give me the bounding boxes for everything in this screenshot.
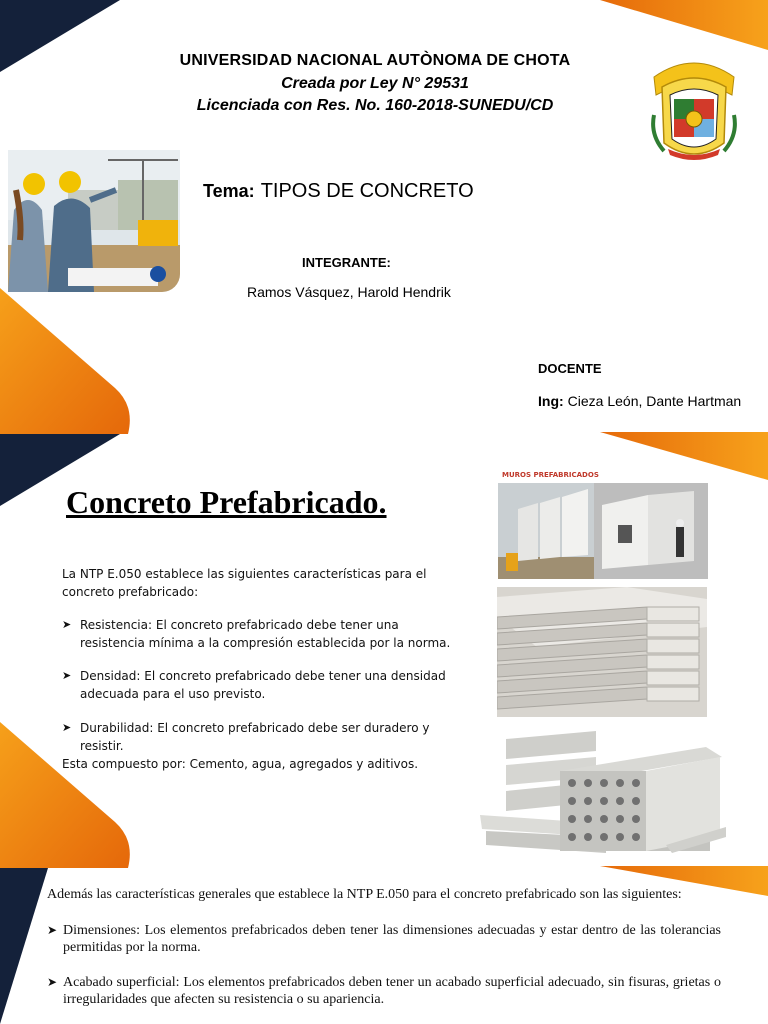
teacher-prefix: Ing:: [538, 393, 564, 409]
list-item: [62, 616, 462, 652]
university-name: UNIVERSIDAD NACIONAL AUTÒNOMA DE CHOTA: [179, 52, 571, 69]
teacher-line: [538, 393, 741, 409]
member-heading: INTEGRANTE:: [302, 255, 391, 270]
left-navy-shape-3: [0, 868, 50, 1024]
bullet-text: Acabado superficial: Los elementos prefabricados deben tener un acabado superficial adecuado, sin fisuras, grietas o irregularidades que afecten su resistencia o su apariencia.: [63, 975, 721, 1007]
bullet-arrow-icon: ➤: [62, 721, 72, 734]
precast-intro: La NTP E.050 establece las siguientes características para el concreto prefabricado:: [62, 567, 427, 599]
composition-text: Esta compuesto por: Cemento, agua, agregados y aditivos.: [62, 757, 419, 771]
bullet-arrow-icon: ➤: [47, 923, 58, 937]
top-left-navy-shape: [0, 0, 130, 80]
general-intro: Además las características generales que establece la NTP E.050 para el concreto prefabricado son las siguientes:: [47, 887, 682, 902]
list-item: [62, 667, 462, 703]
list-item: [62, 719, 462, 755]
hollow-core-slabs-photo: [497, 587, 707, 717]
bullet-arrow-icon: ➤: [62, 618, 72, 631]
topic-label: Tema:: [203, 181, 255, 201]
list-item: [47, 922, 721, 956]
teacher-name: Cieza León, Dante Hartman: [567, 393, 742, 409]
top-right-orange-shape: [600, 0, 768, 60]
left-orange-shape-1: [0, 288, 135, 434]
university-seal-icon: [648, 55, 740, 161]
photo-caption: MUROS PREFABRICADOS: [502, 471, 599, 479]
bullet-text: Densidad: El concreto prefabricado debe tener una densidad adecuada para el uso previsto.: [80, 669, 446, 701]
bullet-arrow-icon: ➤: [62, 669, 72, 682]
bullet-text: Durabilidad: El concreto prefabricado debe ser duradero y resistir.: [80, 721, 430, 753]
member-name: Ramos Vásquez, Harold Hendrik: [247, 284, 451, 300]
creation-law: Creada por Ley N° 29531: [281, 75, 469, 92]
precast-title: Concreto Prefabricado.: [66, 484, 387, 520]
engineers-photo: [8, 150, 180, 292]
bullet-arrow-icon: ➤: [47, 975, 58, 989]
bullet-text: Dimensiones: Los elementos prefabricados deben tener las dimensiones adecuadas y estar dentro de las tolerancias permitidas por la norma.: [63, 923, 721, 955]
topic: [203, 180, 474, 203]
teacher-heading: DOCENTE: [538, 361, 602, 376]
bullet-text: Resistencia: El concreto prefabricado debe tener una resistencia mínima a la compresión establecida por la norma.: [80, 618, 451, 650]
license-resolution: Licenciada con Res. No. 160-2018-SUNEDU/CD: [196, 97, 554, 114]
topic-value: TIPOS DE CONCRETO: [260, 180, 474, 202]
precast-elements-photo: [476, 727, 728, 862]
list-item: [47, 974, 721, 1008]
precast-walls-photo: [498, 469, 708, 579]
